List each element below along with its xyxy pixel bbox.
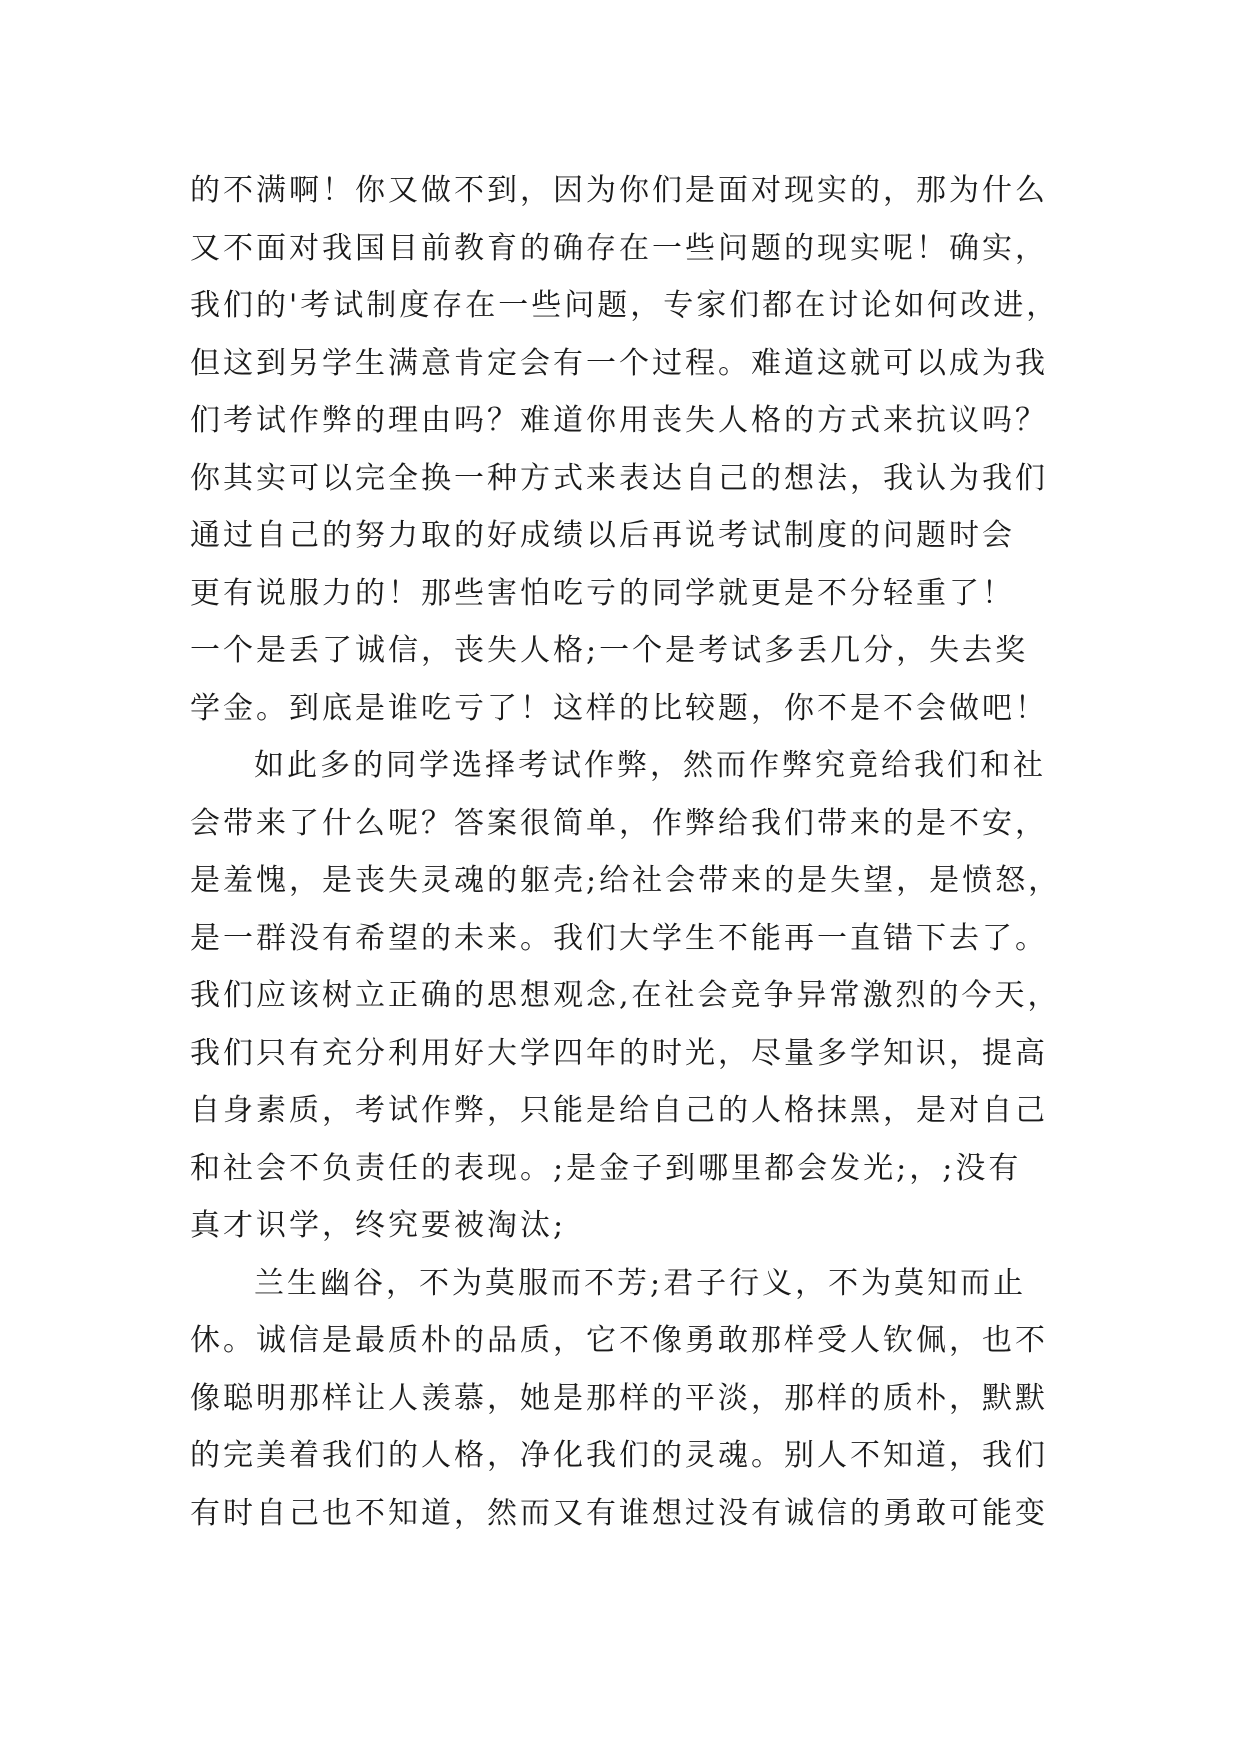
text-line: 休。诚信是最质朴的品质，它不像勇敢那样受人钦佩，也不 bbox=[190, 1323, 1048, 1358]
text-line: 但这到另学生满意肯定会有一个过程。难道这就可以成为我 bbox=[190, 345, 1048, 381]
text-line: 通过自己的努力取的好成绩以后再说考试制度的问题时会 bbox=[190, 518, 1015, 553]
text-line: 我们的'考试制度存在一些问题，专家们都在讨论如何改进， bbox=[190, 288, 1060, 323]
text-line: 和社会不负责任的表现。;是金子到哪里都会发光;，;没有 bbox=[190, 1150, 1022, 1186]
text-line: 我们应该树立正确的思想观念,在社会竞争异常激烈的今天， bbox=[190, 978, 1061, 1013]
text-line: 更有说服力的！那些害怕吃亏的同学就更是不分轻重了！ bbox=[190, 575, 1015, 611]
text-line: 自身素质，考试作弊，只能是给自己的人格抹黑，是对自己 bbox=[190, 1093, 1048, 1128]
paragraph-start-line: 如此多的同学选择考试作弊，然而作弊究竟给我们和社 bbox=[254, 748, 1046, 783]
text-line: 们考试作弊的理由吗？难道你用丧失人格的方式来抗议吗？ bbox=[190, 403, 1048, 438]
text-line: 有时自己也不知道，然而又有谁想过没有诚信的勇敢可能变 bbox=[190, 1495, 1048, 1531]
text-line: 是一群没有希望的未来。我们大学生不能再一直错下去了。 bbox=[190, 920, 1048, 956]
text-line: 一个是丢了诚信，丧失人格;一个是考试多丢几分，失去奖 bbox=[190, 633, 1029, 668]
paragraph-start-line: 兰生幽谷，不为莫服而不芳;君子行义，不为莫知而止 bbox=[254, 1265, 1027, 1301]
text-line: 的不满啊！你又做不到，因为你们是面对现实的，那为什么 bbox=[190, 173, 1048, 208]
text-line: 的完美着我们的人格，净化我们的灵魂。别人不知道，我们 bbox=[190, 1438, 1048, 1473]
text-line: 又不面对我国目前教育的确存在一些问题的现实呢！确实， bbox=[190, 230, 1048, 266]
text-line: 是羞愧，是丧失灵魂的躯壳;给社会带来的是失望，是愤怒， bbox=[190, 863, 1062, 898]
text-line: 会带来了什么呢？答案很简单，作弊给我们带来的是不安， bbox=[190, 805, 1048, 841]
text-line: 像聪明那样让人羡慕，她是那样的平淡，那样的质朴，默默 bbox=[190, 1380, 1048, 1416]
text-line: 真才识学，终究要被淘汰; bbox=[190, 1208, 567, 1243]
body-text bbox=[190, 162, 1070, 1542]
text-line: 我们只有充分利用好大学四年的时光，尽量多学知识，提高 bbox=[190, 1035, 1048, 1071]
text-line: 你其实可以完全换一种方式来表达自己的想法，我认为我们 bbox=[190, 460, 1048, 496]
text-line: 学金。到底是谁吃亏了！这样的比较题，你不是不会做吧！ bbox=[190, 690, 1048, 726]
